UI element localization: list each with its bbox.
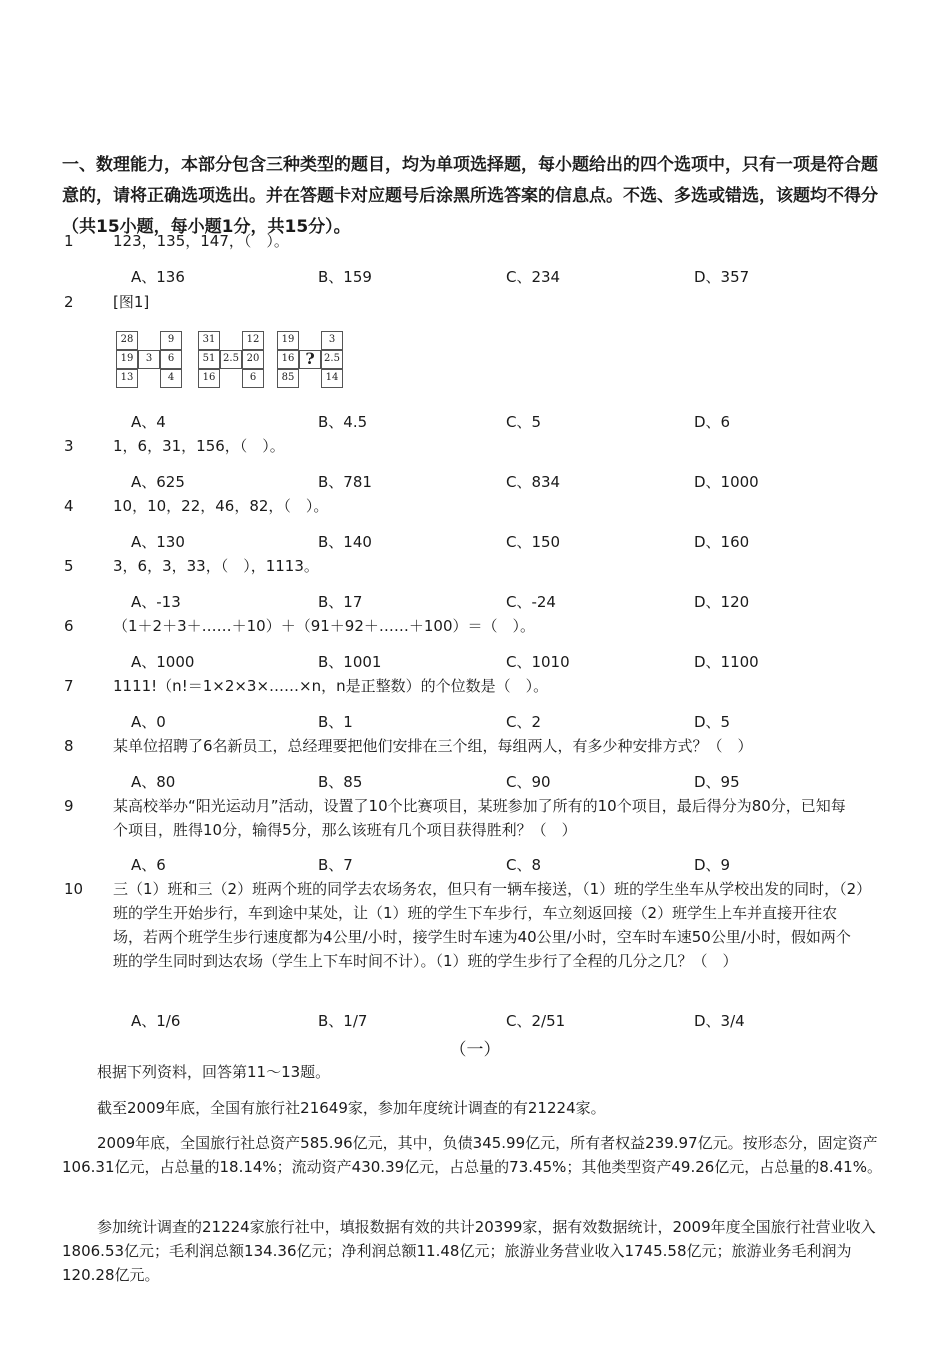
- grid-cell: 20: [242, 350, 264, 369]
- grid-cell: 2.5: [220, 350, 242, 369]
- question-number: 7: [64, 677, 74, 695]
- option-b[interactable]: B、85: [318, 773, 363, 791]
- question-number: 1: [64, 232, 74, 250]
- option-d[interactable]: D、357: [694, 268, 750, 286]
- grid-cell-unknown: ?: [299, 350, 321, 369]
- material-intro: 根据下列资料，回答第11～13题。: [97, 1063, 331, 1081]
- question-text: 某单位招聘了6名新员工，总经理要把他们安排在三个组，每组两人，有多少种安排方式？（ ）: [113, 737, 753, 755]
- question-8: [64, 734, 864, 758]
- question-number: 10: [64, 880, 84, 898]
- option-d[interactable]: D、3/4: [694, 1012, 745, 1030]
- grid-cell: 13: [116, 369, 138, 388]
- question-9: [64, 794, 854, 842]
- option-a[interactable]: A、6: [131, 856, 166, 874]
- grid-cell: 2.5: [321, 350, 343, 369]
- option-b[interactable]: B、781: [318, 473, 372, 491]
- section-title: （一）: [449, 1040, 501, 1060]
- question-1: [64, 229, 864, 253]
- grid-cell: 4: [160, 369, 182, 388]
- option-c[interactable]: C、2: [506, 713, 542, 731]
- option-b[interactable]: B、1/7: [318, 1012, 368, 1030]
- option-a[interactable]: A、130: [131, 533, 185, 551]
- grid-cell: 12: [242, 331, 264, 350]
- option-b[interactable]: B、7: [318, 856, 353, 874]
- option-c[interactable]: C、1010: [506, 653, 570, 671]
- option-c[interactable]: C、-24: [506, 593, 556, 611]
- option-c[interactable]: C、2/51: [506, 1012, 566, 1030]
- grid-cell: 6: [160, 350, 182, 369]
- grid-cell: 9: [160, 331, 182, 350]
- question-4: [64, 494, 864, 518]
- question-number: 3: [64, 437, 74, 455]
- question-3: [64, 434, 864, 458]
- option-a[interactable]: A、136: [131, 268, 185, 286]
- option-d[interactable]: D、9: [694, 856, 731, 874]
- option-d[interactable]: D、1100: [694, 653, 759, 671]
- option-c[interactable]: C、90: [506, 773, 551, 791]
- grid-cell: 19: [116, 350, 138, 369]
- question-10: [64, 877, 864, 973]
- option-d[interactable]: D、120: [694, 593, 750, 611]
- option-a[interactable]: A、0: [131, 713, 166, 731]
- option-d[interactable]: D、1000: [694, 473, 759, 491]
- question-5: [64, 554, 864, 578]
- question-2: [64, 290, 864, 314]
- question-number: 2: [64, 293, 74, 311]
- question-text: 某高校举办“阳光运动月”活动，设置了10个比赛项目，某班参加了所有的10个项目，最后得分为80分，已知每个项目，胜得10分，输得5分，那么该班有几个项目获得胜利？（ ）: [113, 797, 846, 839]
- question-6: [64, 614, 864, 638]
- option-a[interactable]: A、4: [131, 413, 166, 431]
- material-paragraph: 截至2009年底，全国有旅行社21649家，参加年度统计调查的有21224家。: [97, 1099, 606, 1117]
- option-b[interactable]: B、1: [318, 713, 353, 731]
- option-c[interactable]: C、8: [506, 856, 542, 874]
- option-b[interactable]: B、159: [318, 268, 372, 286]
- question-number: 9: [64, 797, 74, 815]
- question-text: 123，135，147，（ ）。: [113, 232, 289, 250]
- option-b[interactable]: B、1001: [318, 653, 382, 671]
- grid-cell: 19: [277, 331, 299, 350]
- question-text: （1＋2＋3＋……＋10）＋（91＋92＋……＋100）＝（ ）。: [113, 617, 536, 635]
- question-text: 三（1）班和三（2）班两个班的同学去农场务农，但只有一辆车接送，（1）班的学生坐车从学校出发的同时，（2）班的学生开始步行，车到途中某处，让（1）班的学生下车步行，车立刻返回接（2）班学生上车并直接开往农场，若两个班学生步行速度都为4公里/小时，接学生时车速为40公里/小时，空车时车速50公里/小时，假如两个班的学生同时到达农场（学生上下车时间不计）。（1）班的学生步行了全程的几分之几？（ ）: [113, 880, 864, 970]
- question-text: 1111!（n!＝1×2×3×……×n，n是正整数）的个位数是（ ）。: [113, 677, 549, 695]
- material-paragraph: 参加统计调查的21224家旅行社中，填报数据有效的共计20399家，据有效数据统计，2009年度全国旅行社营业收入1806.53亿元；毛利润总额134.36亿元；净利润总额11.48亿元；旅游业务营业收入1745.58亿元；旅游业务毛利润为120.28亿元。: [62, 1218, 876, 1284]
- grid-cell: 6: [242, 369, 264, 388]
- grid-cell: 16: [277, 350, 299, 369]
- option-a[interactable]: A、1/6: [131, 1012, 181, 1030]
- option-d[interactable]: D、6: [694, 413, 731, 431]
- question-number: 4: [64, 497, 74, 515]
- grid-cell: 14: [321, 369, 343, 388]
- option-a[interactable]: A、625: [131, 473, 185, 491]
- option-c[interactable]: C、150: [506, 533, 561, 551]
- question-text: 10，10，22，46，82，（ ）。: [113, 497, 329, 515]
- question-7: [64, 674, 864, 698]
- grid-cell: 31: [198, 331, 220, 350]
- material-paragraph: 2009年底，全国旅行社总资产585.96亿元，其中，负债345.99亿元，所有者权益239.97亿元。按形态分，固定资产106.31亿元，占总量的18.14%；流动资产430.39亿元，占总量的73.45%；其他类型资产49.26亿元，占总量的8.41%。: [62, 1134, 882, 1176]
- grid-cell: 51: [198, 350, 220, 369]
- option-b[interactable]: B、4.5: [318, 413, 368, 431]
- grid-cell: 3: [138, 350, 160, 369]
- section-heading: 一、数理能力，本部分包含三种类型的题目，均为单项选择题，每小题给出的四个选项中，只有一项是符合题意的，请将正确选项选出。并在答题卡对应题号后涂黑所选答案的信息点。不选、多选或错选，该题均不得分（共15小题，每小题1分，共15分）。: [62, 155, 878, 237]
- option-d[interactable]: D、95: [694, 773, 740, 791]
- option-b[interactable]: B、17: [318, 593, 363, 611]
- option-a[interactable]: A、80: [131, 773, 176, 791]
- grid-cell: 28: [116, 331, 138, 350]
- option-c[interactable]: C、234: [506, 268, 561, 286]
- option-c[interactable]: C、834: [506, 473, 561, 491]
- option-d[interactable]: D、5: [694, 713, 731, 731]
- question-text: 1，6，31，156，（ ）。: [113, 437, 285, 455]
- question-number: 8: [64, 737, 74, 755]
- grid-cell: 16: [198, 369, 220, 388]
- grid-cell: 85: [277, 369, 299, 388]
- grid-cell: 3: [321, 331, 343, 350]
- option-a[interactable]: A、1000: [131, 653, 195, 671]
- question-number: 5: [64, 557, 74, 575]
- question-text: [图1]: [113, 293, 150, 311]
- question-text: 3，6，3，33，（ ），1113。: [113, 557, 319, 575]
- question-number: 6: [64, 617, 74, 635]
- option-c[interactable]: C、5: [506, 413, 542, 431]
- option-a[interactable]: A、-13: [131, 593, 181, 611]
- option-d[interactable]: D、160: [694, 533, 750, 551]
- option-b[interactable]: B、140: [318, 533, 372, 551]
